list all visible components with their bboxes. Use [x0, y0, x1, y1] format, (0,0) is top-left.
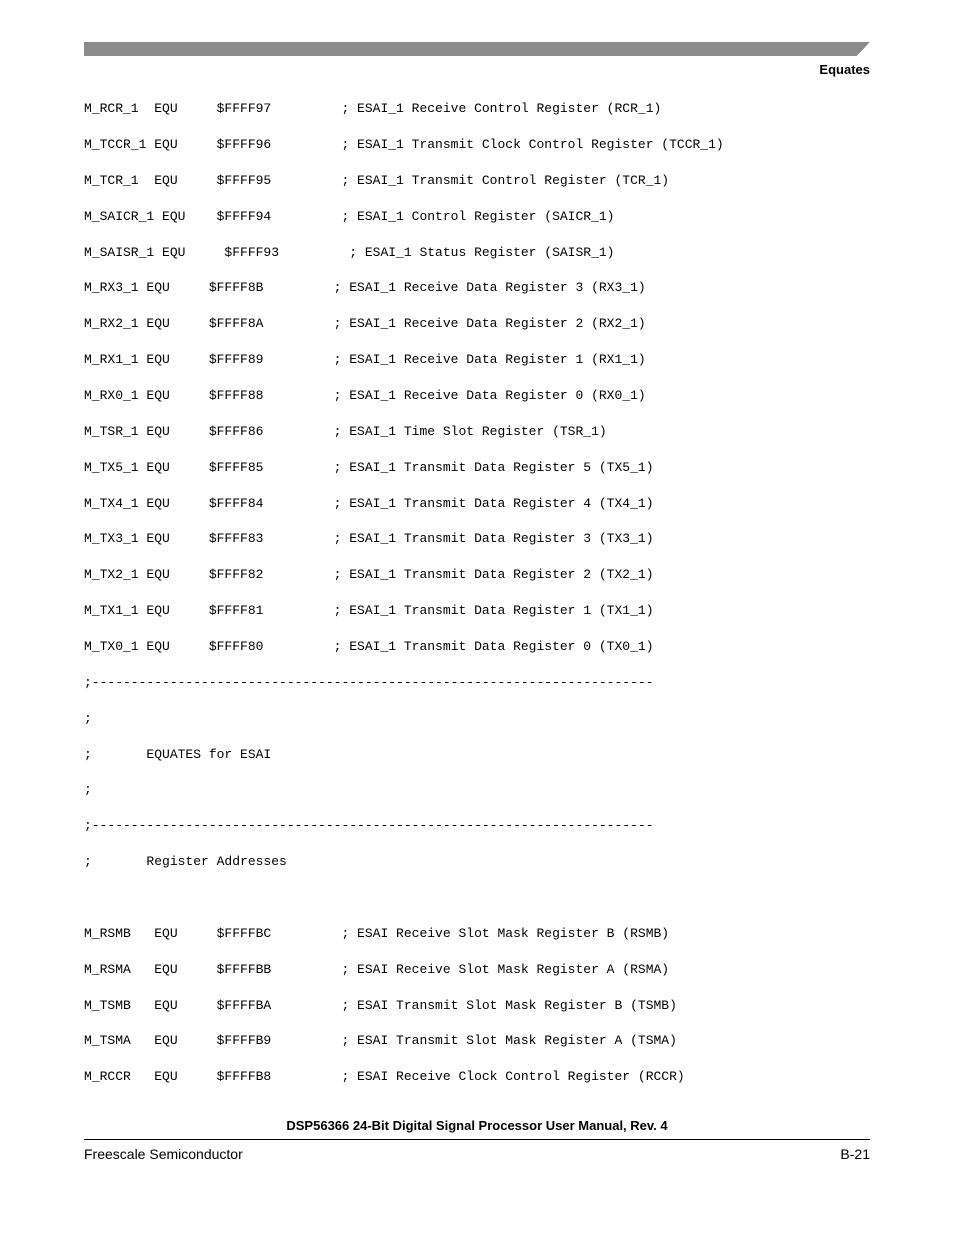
- code-line: M_SAISR_1 EQU $FFFF93 ; ESAI_1 Status Register (SAISR_1): [84, 245, 615, 260]
- code-line: M_TX3_1 EQU $FFFF83 ; ESAI_1 Transmit Data Register 3 (TX3_1): [84, 531, 654, 546]
- code-line: M_TSMA EQU $FFFFB9 ; ESAI Transmit Slot Mask Register A (TSMA): [84, 1033, 677, 1048]
- code-line: M_TSR_1 EQU $FFFF86 ; ESAI_1 Time Slot Register (TSR_1): [84, 424, 607, 439]
- comment-heading: ; EQUATES for ESAI: [84, 747, 272, 762]
- comment-line: ;: [84, 711, 92, 726]
- code-line: M_RCCR EQU $FFFFB8 ; ESAI Receive Clock Control Register (RCCR): [84, 1069, 685, 1084]
- header-bar: [84, 42, 870, 56]
- code-line: M_RX1_1 EQU $FFFF89 ; ESAI_1 Receive Data Register 1 (RX1_1): [84, 352, 646, 367]
- comment-line: ;: [84, 782, 92, 797]
- code-line: M_TCCR_1 EQU $FFFF96 ; ESAI_1 Transmit Clock Control Register (TCCR_1): [84, 137, 724, 152]
- code-line: M_TX0_1 EQU $FFFF80 ; ESAI_1 Transmit Data Register 0 (TX0_1): [84, 639, 654, 654]
- comment-divider: ;------------------------------------------------------------------------: [84, 675, 654, 690]
- section-title: Equates: [819, 62, 870, 77]
- footer-company: Freescale Semiconductor: [84, 1146, 243, 1162]
- code-line: M_RX3_1 EQU $FFFF8B ; ESAI_1 Receive Data Register 3 (RX3_1): [84, 280, 646, 295]
- footer-page-number: B-21: [840, 1146, 870, 1162]
- comment-divider: ;------------------------------------------------------------------------: [84, 818, 654, 833]
- code-line: M_RSMA EQU $FFFFBB ; ESAI Receive Slot Mask Register A (RSMA): [84, 962, 670, 977]
- comment-subheading: ; Register Addresses: [84, 854, 287, 869]
- code-line: M_TX1_1 EQU $FFFF81 ; ESAI_1 Transmit Data Register 1 (TX1_1): [84, 603, 654, 618]
- footer-rule: [84, 1139, 870, 1140]
- code-line: M_TCR_1 EQU $FFFF95 ; ESAI_1 Transmit Control Register (TCR_1): [84, 173, 670, 188]
- code-line: M_SAICR_1 EQU $FFFF94 ; ESAI_1 Control Register (SAICR_1): [84, 209, 615, 224]
- code-line: M_TSMB EQU $FFFFBA ; ESAI Transmit Slot Mask Register B (TSMB): [84, 998, 677, 1013]
- code-line: M_RX0_1 EQU $FFFF88 ; ESAI_1 Receive Data Register 0 (RX0_1): [84, 388, 646, 403]
- code-line: M_TX5_1 EQU $FFFF85 ; ESAI_1 Transmit Data Register 5 (TX5_1): [84, 460, 654, 475]
- code-line: M_RCR_1 EQU $FFFF97 ; ESAI_1 Receive Control Register (RCR_1): [84, 101, 662, 116]
- code-line: M_RX2_1 EQU $FFFF8A ; ESAI_1 Receive Data Register 2 (RX2_1): [84, 316, 646, 331]
- code-line: M_TX2_1 EQU $FFFF82 ; ESAI_1 Transmit Data Register 2 (TX2_1): [84, 567, 654, 582]
- footer-title: DSP56366 24-Bit Digital Signal Processor User Manual, Rev. 4: [286, 1118, 668, 1133]
- code-line: M_TX4_1 EQU $FFFF84 ; ESAI_1 Transmit Data Register 4 (TX4_1): [84, 496, 654, 511]
- code-line: M_RSMB EQU $FFFFBC ; ESAI Receive Slot Mask Register B (RSMB): [84, 926, 670, 941]
